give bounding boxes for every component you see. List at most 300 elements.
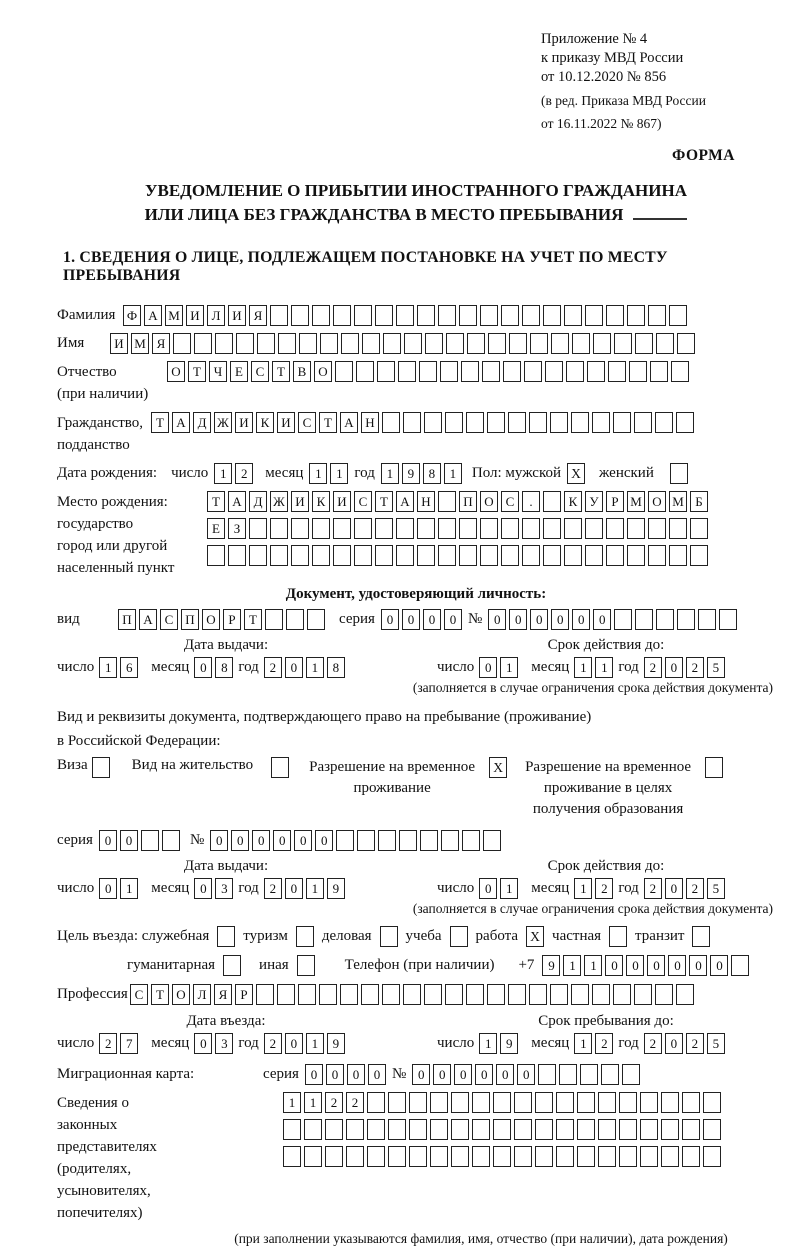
char-cell[interactable] — [341, 333, 359, 354]
char-cell[interactable] — [731, 955, 749, 976]
char-cell[interactable] — [194, 333, 212, 354]
female-checkbox[interactable] — [670, 463, 688, 484]
char-cell[interactable]: 0 — [252, 830, 270, 851]
char-cell[interactable] — [634, 412, 652, 433]
char-cell[interactable]: 2 — [325, 1092, 343, 1113]
char-cell[interactable] — [467, 333, 485, 354]
char-cell[interactable] — [585, 305, 603, 326]
char-cell[interactable]: 2 — [235, 463, 253, 484]
char-cell[interactable] — [671, 361, 689, 382]
char-cell[interactable]: 2 — [686, 1033, 704, 1054]
char-cell[interactable] — [571, 984, 589, 1005]
char-cell[interactable] — [299, 333, 317, 354]
char-cell[interactable] — [409, 1092, 427, 1113]
char-cell[interactable]: Ж — [270, 491, 288, 512]
char-cell[interactable] — [682, 1092, 700, 1113]
char-cell[interactable] — [585, 518, 603, 539]
char-cell[interactable] — [598, 1119, 616, 1140]
char-cell[interactable] — [320, 333, 338, 354]
char-cell[interactable] — [438, 491, 456, 512]
char-cell[interactable] — [472, 1119, 490, 1140]
char-cell[interactable] — [388, 1146, 406, 1167]
char-cell[interactable]: 0 — [99, 830, 117, 851]
char-cell[interactable]: 2 — [264, 1033, 282, 1054]
char-cell[interactable] — [283, 1119, 301, 1140]
char-cell[interactable]: 3 — [215, 1033, 233, 1054]
temp-residence-checkbox[interactable]: X — [489, 757, 507, 778]
char-cell[interactable] — [614, 333, 632, 354]
char-cell[interactable] — [676, 984, 694, 1005]
char-cell[interactable] — [556, 1119, 574, 1140]
private-checkbox[interactable] — [609, 926, 627, 947]
char-cell[interactable] — [703, 1146, 721, 1167]
temp-residence-edu-checkbox[interactable] — [705, 757, 723, 778]
char-cell[interactable]: 0 — [665, 657, 683, 678]
char-cell[interactable]: О — [172, 984, 190, 1005]
char-cell[interactable] — [606, 545, 624, 566]
char-cell[interactable]: 0 — [488, 609, 506, 630]
char-cell[interactable] — [361, 984, 379, 1005]
char-cell[interactable] — [162, 830, 180, 851]
char-cell[interactable] — [522, 305, 540, 326]
char-cell[interactable]: Д — [249, 491, 267, 512]
char-cell[interactable]: Т — [188, 361, 206, 382]
char-cell[interactable]: 0 — [665, 1033, 683, 1054]
char-cell[interactable] — [556, 1146, 574, 1167]
char-cell[interactable] — [622, 1064, 640, 1085]
char-cell[interactable]: Т — [151, 984, 169, 1005]
char-cell[interactable] — [719, 609, 737, 630]
char-cell[interactable] — [215, 333, 233, 354]
char-cell[interactable] — [270, 545, 288, 566]
char-cell[interactable] — [487, 412, 505, 433]
char-cell[interactable] — [598, 1092, 616, 1113]
char-cell[interactable]: С — [130, 984, 148, 1005]
char-cell[interactable]: 0 — [194, 657, 212, 678]
char-cell[interactable] — [627, 518, 645, 539]
char-cell[interactable] — [514, 1092, 532, 1113]
char-cell[interactable] — [480, 305, 498, 326]
char-cell[interactable] — [656, 333, 674, 354]
char-cell[interactable]: М — [669, 491, 687, 512]
char-cell[interactable]: П — [181, 609, 199, 630]
char-cell[interactable] — [593, 333, 611, 354]
char-cell[interactable]: С — [501, 491, 519, 512]
char-cell[interactable] — [480, 545, 498, 566]
char-cell[interactable]: 1 — [479, 1033, 497, 1054]
char-cell[interactable] — [627, 305, 645, 326]
char-cell[interactable]: 0 — [479, 657, 497, 678]
char-cell[interactable]: 9 — [542, 955, 560, 976]
char-cell[interactable] — [606, 305, 624, 326]
char-cell[interactable] — [514, 1119, 532, 1140]
char-cell[interactable] — [459, 305, 477, 326]
char-cell[interactable] — [367, 1146, 385, 1167]
char-cell[interactable] — [587, 361, 605, 382]
char-cell[interactable]: 0 — [444, 609, 462, 630]
char-cell[interactable]: 0 — [475, 1064, 493, 1085]
char-cell[interactable] — [291, 518, 309, 539]
char-cell[interactable] — [577, 1119, 595, 1140]
char-cell[interactable] — [572, 333, 590, 354]
char-cell[interactable] — [249, 545, 267, 566]
char-cell[interactable]: 9 — [327, 1033, 345, 1054]
char-cell[interactable]: 3 — [215, 878, 233, 899]
char-cell[interactable]: Е — [230, 361, 248, 382]
char-cell[interactable] — [396, 545, 414, 566]
char-cell[interactable] — [559, 1064, 577, 1085]
char-cell[interactable] — [522, 518, 540, 539]
transit-checkbox[interactable] — [692, 926, 710, 947]
char-cell[interactable] — [425, 333, 443, 354]
char-cell[interactable] — [283, 1146, 301, 1167]
char-cell[interactable]: 1 — [500, 878, 518, 899]
char-cell[interactable]: 1 — [595, 657, 613, 678]
char-cell[interactable]: 1 — [120, 878, 138, 899]
char-cell[interactable]: 1 — [563, 955, 581, 976]
char-cell[interactable] — [529, 412, 547, 433]
char-cell[interactable]: С — [160, 609, 178, 630]
char-cell[interactable]: 0 — [412, 1064, 430, 1085]
char-cell[interactable]: 8 — [327, 657, 345, 678]
char-cell[interactable] — [514, 1146, 532, 1167]
char-cell[interactable]: 0 — [572, 609, 590, 630]
char-cell[interactable] — [669, 545, 687, 566]
char-cell[interactable] — [564, 305, 582, 326]
char-cell[interactable] — [404, 333, 422, 354]
char-cell[interactable] — [619, 1092, 637, 1113]
humanitarian-checkbox[interactable] — [223, 955, 241, 976]
char-cell[interactable]: О — [314, 361, 332, 382]
char-cell[interactable]: П — [459, 491, 477, 512]
char-cell[interactable]: К — [564, 491, 582, 512]
char-cell[interactable]: 0 — [530, 609, 548, 630]
char-cell[interactable] — [207, 545, 225, 566]
official-checkbox[interactable] — [217, 926, 235, 947]
char-cell[interactable] — [676, 412, 694, 433]
char-cell[interactable]: 1 — [381, 463, 399, 484]
char-cell[interactable]: 0 — [647, 955, 665, 976]
char-cell[interactable] — [399, 830, 417, 851]
char-cell[interactable] — [545, 361, 563, 382]
char-cell[interactable] — [535, 1119, 553, 1140]
char-cell[interactable] — [354, 305, 372, 326]
char-cell[interactable]: 0 — [454, 1064, 472, 1085]
char-cell[interactable]: С — [251, 361, 269, 382]
char-cell[interactable] — [564, 545, 582, 566]
char-cell[interactable] — [396, 518, 414, 539]
char-cell[interactable]: 0 — [423, 609, 441, 630]
char-cell[interactable]: 2 — [644, 657, 662, 678]
char-cell[interactable]: А — [228, 491, 246, 512]
char-cell[interactable] — [550, 984, 568, 1005]
char-cell[interactable]: 2 — [264, 657, 282, 678]
char-cell[interactable]: 1 — [214, 463, 232, 484]
char-cell[interactable]: 1 — [99, 657, 117, 678]
char-cell[interactable]: 0 — [368, 1064, 386, 1085]
char-cell[interactable] — [648, 305, 666, 326]
char-cell[interactable]: Т — [272, 361, 290, 382]
char-cell[interactable] — [312, 305, 330, 326]
char-cell[interactable] — [419, 361, 437, 382]
char-cell[interactable] — [382, 984, 400, 1005]
char-cell[interactable] — [346, 1146, 364, 1167]
char-cell[interactable] — [661, 1092, 679, 1113]
char-cell[interactable]: А — [340, 412, 358, 433]
char-cell[interactable] — [141, 830, 159, 851]
char-cell[interactable] — [538, 1064, 556, 1085]
char-cell[interactable] — [304, 1119, 322, 1140]
char-cell[interactable] — [619, 1119, 637, 1140]
char-cell[interactable] — [336, 830, 354, 851]
char-cell[interactable] — [535, 1092, 553, 1113]
char-cell[interactable]: Т — [244, 609, 262, 630]
char-cell[interactable] — [682, 1146, 700, 1167]
char-cell[interactable]: Р — [223, 609, 241, 630]
char-cell[interactable] — [669, 518, 687, 539]
char-cell[interactable] — [634, 984, 652, 1005]
char-cell[interactable]: Н — [361, 412, 379, 433]
char-cell[interactable] — [493, 1119, 511, 1140]
char-cell[interactable] — [640, 1092, 658, 1113]
char-cell[interactable] — [440, 361, 458, 382]
char-cell[interactable] — [577, 1092, 595, 1113]
char-cell[interactable]: Т — [207, 491, 225, 512]
char-cell[interactable] — [270, 518, 288, 539]
char-cell[interactable] — [462, 830, 480, 851]
char-cell[interactable]: 0 — [285, 1033, 303, 1054]
char-cell[interactable] — [333, 518, 351, 539]
char-cell[interactable]: 0 — [231, 830, 249, 851]
char-cell[interactable] — [648, 545, 666, 566]
tourism-checkbox[interactable] — [296, 926, 314, 947]
char-cell[interactable] — [550, 412, 568, 433]
char-cell[interactable]: 0 — [210, 830, 228, 851]
char-cell[interactable]: О — [480, 491, 498, 512]
char-cell[interactable] — [461, 361, 479, 382]
char-cell[interactable] — [543, 545, 561, 566]
char-cell[interactable] — [487, 984, 505, 1005]
char-cell[interactable] — [277, 984, 295, 1005]
char-cell[interactable] — [304, 1146, 322, 1167]
char-cell[interactable]: 2 — [264, 878, 282, 899]
char-cell[interactable]: 0 — [551, 609, 569, 630]
char-cell[interactable]: 5 — [707, 878, 725, 899]
char-cell[interactable] — [446, 333, 464, 354]
char-cell[interactable] — [501, 545, 519, 566]
char-cell[interactable] — [571, 412, 589, 433]
char-cell[interactable] — [256, 984, 274, 1005]
char-cell[interactable] — [493, 1092, 511, 1113]
char-cell[interactable]: З — [228, 518, 246, 539]
char-cell[interactable] — [650, 361, 668, 382]
char-cell[interactable] — [459, 545, 477, 566]
char-cell[interactable]: И — [186, 305, 204, 326]
char-cell[interactable] — [236, 333, 254, 354]
char-cell[interactable]: 0 — [509, 609, 527, 630]
char-cell[interactable]: 1 — [574, 657, 592, 678]
char-cell[interactable] — [501, 518, 519, 539]
char-cell[interactable] — [472, 1092, 490, 1113]
char-cell[interactable] — [635, 609, 653, 630]
char-cell[interactable]: 1 — [304, 1092, 322, 1113]
char-cell[interactable]: Р — [235, 984, 253, 1005]
char-cell[interactable] — [703, 1119, 721, 1140]
char-cell[interactable] — [656, 609, 674, 630]
char-cell[interactable]: 0 — [402, 609, 420, 630]
char-cell[interactable]: Ч — [209, 361, 227, 382]
char-cell[interactable] — [249, 518, 267, 539]
char-cell[interactable]: 1 — [444, 463, 462, 484]
char-cell[interactable] — [703, 1092, 721, 1113]
char-cell[interactable]: Т — [151, 412, 169, 433]
char-cell[interactable]: У — [585, 491, 603, 512]
char-cell[interactable]: Б — [690, 491, 708, 512]
char-cell[interactable] — [438, 305, 456, 326]
char-cell[interactable] — [629, 361, 647, 382]
char-cell[interactable] — [438, 545, 456, 566]
char-cell[interactable]: 2 — [99, 1033, 117, 1054]
char-cell[interactable] — [698, 609, 716, 630]
char-cell[interactable] — [377, 361, 395, 382]
char-cell[interactable] — [535, 1146, 553, 1167]
char-cell[interactable]: 6 — [120, 657, 138, 678]
char-cell[interactable]: 9 — [402, 463, 420, 484]
char-cell[interactable] — [286, 609, 304, 630]
char-cell[interactable] — [466, 412, 484, 433]
char-cell[interactable]: 9 — [500, 1033, 518, 1054]
char-cell[interactable] — [524, 361, 542, 382]
char-cell[interactable]: М — [131, 333, 149, 354]
char-cell[interactable]: 0 — [479, 878, 497, 899]
char-cell[interactable]: 8 — [215, 657, 233, 678]
char-cell[interactable]: И — [291, 491, 309, 512]
char-cell[interactable]: Я — [249, 305, 267, 326]
char-cell[interactable]: 0 — [347, 1064, 365, 1085]
char-cell[interactable]: 0 — [593, 609, 611, 630]
char-cell[interactable] — [508, 412, 526, 433]
char-cell[interactable]: 0 — [194, 1033, 212, 1054]
char-cell[interactable] — [409, 1119, 427, 1140]
char-cell[interactable]: 2 — [595, 878, 613, 899]
char-cell[interactable] — [298, 984, 316, 1005]
char-cell[interactable] — [403, 412, 421, 433]
char-cell[interactable] — [613, 412, 631, 433]
char-cell[interactable] — [445, 984, 463, 1005]
char-cell[interactable]: 0 — [285, 657, 303, 678]
char-cell[interactable] — [619, 1146, 637, 1167]
char-cell[interactable] — [682, 1119, 700, 1140]
char-cell[interactable]: Р — [606, 491, 624, 512]
char-cell[interactable] — [503, 361, 521, 382]
char-cell[interactable] — [312, 518, 330, 539]
char-cell[interactable] — [307, 609, 325, 630]
char-cell[interactable]: 0 — [626, 955, 644, 976]
char-cell[interactable] — [508, 984, 526, 1005]
char-cell[interactable] — [420, 830, 438, 851]
char-cell[interactable]: Н — [417, 491, 435, 512]
other-checkbox[interactable] — [297, 955, 315, 976]
char-cell[interactable]: 0 — [326, 1064, 344, 1085]
char-cell[interactable] — [522, 545, 540, 566]
char-cell[interactable] — [417, 545, 435, 566]
char-cell[interactable]: И — [228, 305, 246, 326]
char-cell[interactable]: 1 — [306, 657, 324, 678]
char-cell[interactable] — [417, 305, 435, 326]
char-cell[interactable] — [690, 545, 708, 566]
char-cell[interactable] — [312, 545, 330, 566]
char-cell[interactable] — [635, 333, 653, 354]
char-cell[interactable]: Ж — [214, 412, 232, 433]
char-cell[interactable]: 0 — [305, 1064, 323, 1085]
char-cell[interactable]: 1 — [306, 878, 324, 899]
char-cell[interactable] — [354, 518, 372, 539]
char-cell[interactable] — [655, 412, 673, 433]
char-cell[interactable] — [396, 305, 414, 326]
char-cell[interactable]: О — [202, 609, 220, 630]
char-cell[interactable] — [354, 545, 372, 566]
char-cell[interactable]: 1 — [500, 657, 518, 678]
char-cell[interactable] — [383, 333, 401, 354]
char-cell[interactable] — [451, 1146, 469, 1167]
char-cell[interactable] — [424, 984, 442, 1005]
char-cell[interactable] — [438, 518, 456, 539]
char-cell[interactable] — [356, 361, 374, 382]
char-cell[interactable] — [417, 518, 435, 539]
char-cell[interactable]: Т — [375, 491, 393, 512]
char-cell[interactable]: 8 — [423, 463, 441, 484]
char-cell[interactable]: С — [354, 491, 372, 512]
char-cell[interactable] — [430, 1092, 448, 1113]
char-cell[interactable] — [556, 1092, 574, 1113]
char-cell[interactable] — [398, 361, 416, 382]
char-cell[interactable]: И — [277, 412, 295, 433]
char-cell[interactable]: 0 — [120, 830, 138, 851]
char-cell[interactable] — [357, 830, 375, 851]
char-cell[interactable] — [375, 545, 393, 566]
char-cell[interactable] — [598, 1146, 616, 1167]
char-cell[interactable] — [362, 333, 380, 354]
char-cell[interactable] — [382, 412, 400, 433]
char-cell[interactable]: И — [110, 333, 128, 354]
char-cell[interactable] — [627, 545, 645, 566]
residence-permit-checkbox[interactable] — [271, 757, 289, 778]
char-cell[interactable]: 2 — [644, 878, 662, 899]
char-cell[interactable] — [228, 545, 246, 566]
char-cell[interactable] — [577, 1146, 595, 1167]
char-cell[interactable] — [409, 1146, 427, 1167]
char-cell[interactable] — [291, 545, 309, 566]
char-cell[interactable]: 0 — [433, 1064, 451, 1085]
char-cell[interactable] — [278, 333, 296, 354]
char-cell[interactable] — [430, 1119, 448, 1140]
char-cell[interactable] — [333, 305, 351, 326]
char-cell[interactable] — [606, 518, 624, 539]
char-cell[interactable] — [480, 518, 498, 539]
char-cell[interactable]: 0 — [194, 878, 212, 899]
char-cell[interactable] — [375, 518, 393, 539]
char-cell[interactable]: К — [312, 491, 330, 512]
char-cell[interactable]: П — [118, 609, 136, 630]
char-cell[interactable]: Т — [319, 412, 337, 433]
char-cell[interactable]: 1 — [309, 463, 327, 484]
char-cell[interactable] — [655, 984, 673, 1005]
char-cell[interactable] — [613, 984, 631, 1005]
char-cell[interactable]: И — [333, 491, 351, 512]
char-cell[interactable] — [493, 1146, 511, 1167]
char-cell[interactable]: 7 — [120, 1033, 138, 1054]
char-cell[interactable] — [488, 333, 506, 354]
